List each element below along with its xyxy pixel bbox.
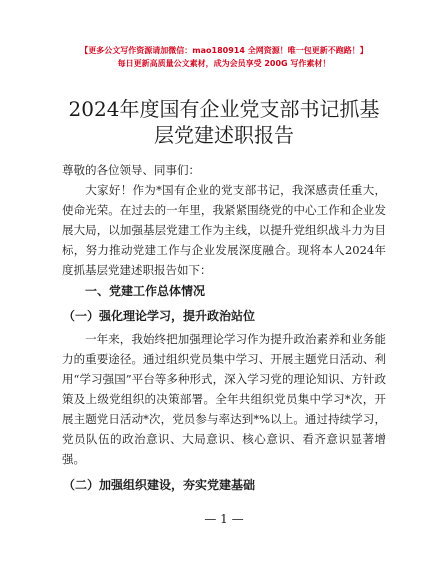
subsection-heading-2: （二）加强组织建设，夯实党建基础 xyxy=(63,478,256,492)
salutation: 尊敬的各位领导、同事们： xyxy=(62,163,200,177)
subsection-1-text: 一年来，我始终把加强理论学习作为提升政治素养和业务能力的重要途径。通过组织党员集中学习、开展主题党日活动、利用“学习强国”平台等多种形式，深入学习党的理论知识、方针政策及上级党组织的决策部署。全年共组织党员集中学习*次，开展主题党日活动*次，党员参与率达到*%以上。通过持续学习，党员队伍的政治意识、大局意识、核心意识、看齐意识显著增强。 xyxy=(62,332,386,466)
page-number: — 1 — xyxy=(204,512,244,526)
section-heading-1: 一、党建工作总体情况 xyxy=(85,284,206,298)
intro-paragraph xyxy=(62,180,386,280)
promo-banner xyxy=(0,44,448,70)
document-title: 2024年度国有企业党支部书记抓基层党建述职报告 xyxy=(68,97,380,147)
intro-text: 大家好！作为*国有企业的党支部书记，我深感责任重大，使命光荣。在过去的一年里，我紧紧围绕党的中心工作和企业发展大局，以加强基层党建工作为主线，以提升党组织战斗力为目标，努力推动党建工作与企业发展深度融合。现将本人2024年度抓基层党建述职报告如下： xyxy=(62,183,386,277)
promo-line-2: 每日更新高质量公文素材，成为会员享受 200G 写作素材！ xyxy=(117,59,331,68)
subsection-heading-1: （一）强化理论学习，提升政治站位 xyxy=(63,309,256,323)
subsection-1-paragraph xyxy=(62,329,386,469)
promo-line-1: 【更多公文写作资源请加微信：mao180914 全网资源！唯一包更新不跑路！】 xyxy=(80,46,368,55)
